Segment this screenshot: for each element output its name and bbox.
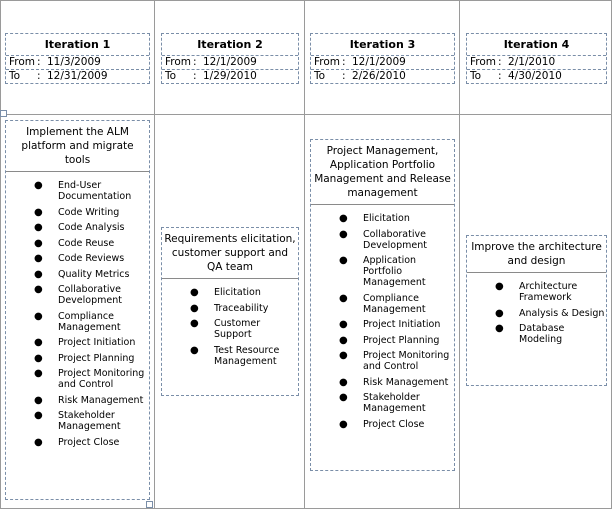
- from-date: 12/1/2009: [203, 56, 257, 68]
- iteration-from: From : 11/3/2009: [6, 56, 149, 70]
- bullet-icon: ●: [339, 228, 348, 240]
- list-item: [6, 180, 149, 202]
- bullet-icon: ●: [339, 334, 348, 346]
- list-item-text: Quality Metrics: [58, 268, 130, 280]
- list-item: [311, 419, 454, 430]
- list-item-text: Project Initiation: [58, 337, 136, 348]
- list-item: [6, 353, 149, 364]
- iteration-title: Iteration 1: [6, 34, 149, 56]
- task-box-2: [161, 227, 299, 396]
- iteration-title: Iteration 4: [467, 34, 606, 56]
- list-item: [6, 207, 149, 218]
- iteration-to: To : 12/31/2009: [9, 70, 108, 82]
- bullet-icon: ●: [34, 436, 43, 448]
- bullet-icon: ●: [34, 206, 43, 218]
- list-item-text: Compliance Management: [58, 310, 121, 333]
- to-date: 4/30/2010: [508, 70, 562, 82]
- list-item: [6, 253, 149, 264]
- list-item: [311, 213, 454, 224]
- iteration-header-2: [161, 33, 299, 84]
- from-label: From: [9, 56, 36, 68]
- bullet-icon: ●: [34, 284, 43, 295]
- to-label: To: [470, 70, 482, 82]
- task-box-heading: Requirements elicitation, customer support and QA team: [162, 228, 298, 279]
- list-item-text: Elicitation: [214, 287, 261, 298]
- list-item-text: Analysis & Design: [519, 307, 605, 319]
- bullet-icon: ●: [495, 307, 504, 319]
- row-divider: [0, 114, 611, 115]
- list-item-text: Elicitation: [363, 213, 410, 224]
- list-item-text: Code Analysis: [58, 222, 125, 233]
- task-box-heading: Project Management, Application Portfolio Management and Release management: [311, 140, 454, 205]
- list-item: [162, 318, 298, 340]
- bullet-icon: ●: [339, 319, 348, 330]
- list-item: [6, 437, 149, 448]
- list-item: [311, 350, 454, 372]
- list-item: [6, 222, 149, 233]
- list-item-text: Traceability: [214, 302, 269, 314]
- to-label: To: [314, 70, 326, 82]
- to-date: 1/29/2010: [203, 70, 257, 82]
- list-item: [467, 281, 606, 303]
- list-item-text: Stakeholder Management: [363, 392, 426, 414]
- bullet-icon: ●: [339, 376, 348, 388]
- bullet-icon: ●: [190, 287, 199, 298]
- column-divider: [459, 0, 460, 508]
- to-label: To: [165, 70, 177, 82]
- iteration-header-4: [466, 33, 607, 84]
- from-label: From: [165, 56, 192, 68]
- list-item: [6, 395, 149, 406]
- bullet-icon: ●: [339, 418, 348, 430]
- resize-handle[interactable]: [0, 110, 7, 117]
- bullet-icon: ●: [190, 318, 199, 329]
- list-item: [311, 377, 454, 388]
- iteration-to: To : 2/26/2010: [314, 70, 406, 82]
- bullet-icon: ●: [339, 255, 348, 266]
- list-item-text: Collaborative Development: [58, 284, 122, 306]
- bullet-icon: ●: [34, 180, 43, 191]
- list-item-text: End-User Documentation: [58, 180, 132, 202]
- list-item: [311, 319, 454, 330]
- task-list: [6, 172, 149, 456]
- iteration-to: To : 1/29/2010: [165, 70, 257, 82]
- list-item: [467, 323, 606, 345]
- bullet-icon: ●: [190, 302, 199, 314]
- iteration-from: From : 12/1/2009: [311, 56, 454, 70]
- list-item-text: Customer Support: [214, 318, 261, 340]
- bullet-icon: ●: [34, 368, 43, 379]
- column-divider: [154, 0, 155, 508]
- list-item-text: Project Planning: [58, 352, 135, 364]
- iteration-title: Iteration 3: [311, 34, 454, 56]
- task-box-4: [466, 235, 607, 386]
- bullet-icon: ●: [34, 268, 43, 280]
- bullet-icon: ●: [339, 350, 348, 361]
- to-date: 12/31/2009: [47, 70, 108, 82]
- bullet-icon: ●: [495, 323, 504, 334]
- bullet-icon: ●: [34, 337, 43, 348]
- bullet-icon: ●: [339, 392, 348, 403]
- iteration-from: From : 12/1/2009: [162, 56, 298, 70]
- iteration-to: To : 4/30/2010: [470, 70, 562, 82]
- task-list: [311, 205, 454, 438]
- list-item: [467, 308, 606, 319]
- list-item: [311, 255, 454, 288]
- list-item: [311, 293, 454, 315]
- bullet-icon: ●: [339, 292, 348, 304]
- from-date: 12/1/2009: [352, 56, 406, 68]
- iteration-from: From : 2/1/2010: [467, 56, 606, 70]
- bullet-icon: ●: [339, 213, 348, 224]
- list-item-text: Architecture Framework: [519, 281, 578, 303]
- list-item-text: Risk Management: [58, 394, 144, 406]
- list-item: [6, 284, 149, 306]
- task-list: [467, 273, 606, 354]
- bullet-icon: ●: [34, 253, 43, 264]
- list-item: [311, 229, 454, 251]
- list-item-text: Project Initiation: [363, 319, 441, 330]
- bullet-icon: ●: [34, 310, 43, 322]
- bullet-icon: ●: [34, 237, 43, 249]
- list-item-text: Database Modeling: [519, 323, 565, 345]
- list-item: [162, 345, 298, 367]
- iteration-title: Iteration 2: [162, 34, 298, 56]
- list-item: [311, 392, 454, 414]
- bullet-icon: ●: [34, 410, 43, 421]
- list-item: [6, 311, 149, 333]
- from-date: 2/1/2010: [508, 56, 556, 68]
- bullet-icon: ●: [34, 222, 43, 233]
- bullet-icon: ●: [34, 352, 43, 364]
- list-item: [6, 238, 149, 249]
- task-box-3: [310, 139, 455, 471]
- list-item: [6, 269, 149, 280]
- task-box-1: [5, 120, 150, 500]
- resize-handle[interactable]: [146, 501, 153, 508]
- from-label: From: [470, 56, 497, 68]
- list-item-text: Code Writing: [58, 206, 120, 218]
- column-divider: [304, 0, 305, 508]
- list-item: [6, 368, 149, 390]
- list-item-text: Compliance Management: [363, 292, 426, 315]
- bullet-icon: ●: [190, 344, 199, 356]
- list-item: [311, 335, 454, 346]
- list-item-text: Project Monitoring and Control: [58, 368, 145, 390]
- bullet-icon: ●: [34, 394, 43, 406]
- list-item: [6, 410, 149, 432]
- list-item-text: Project Planning: [363, 334, 440, 346]
- list-item-text: Stakeholder Management: [58, 410, 121, 432]
- to-date: 2/26/2010: [352, 70, 406, 82]
- list-item-text: Application Portfolio Management: [363, 255, 426, 288]
- iteration-header-3: [310, 33, 455, 84]
- list-item-text: Project Close: [363, 418, 425, 430]
- task-box-heading: Improve the architecture and design: [467, 236, 606, 273]
- task-box-heading: Implement the ALM platform and migrate tools: [6, 121, 149, 172]
- list-item: [162, 303, 298, 314]
- list-item-text: Code Reviews: [58, 253, 125, 264]
- list-item-text: Project Monitoring and Control: [363, 350, 450, 372]
- iteration-header-1: [5, 33, 150, 84]
- list-item-text: Project Close: [58, 436, 120, 448]
- to-label: To: [9, 70, 21, 82]
- list-item-text: Code Reuse: [58, 237, 115, 249]
- list-item-text: Test Resource Management: [214, 344, 280, 367]
- from-label: From: [314, 56, 341, 68]
- from-date: 11/3/2009: [47, 56, 101, 68]
- bullet-icon: ●: [495, 281, 504, 292]
- list-item-text: Collaborative Development: [363, 228, 427, 251]
- list-item-text: Risk Management: [363, 376, 449, 388]
- list-item: [6, 337, 149, 348]
- task-list: [162, 279, 298, 375]
- list-item: [162, 287, 298, 298]
